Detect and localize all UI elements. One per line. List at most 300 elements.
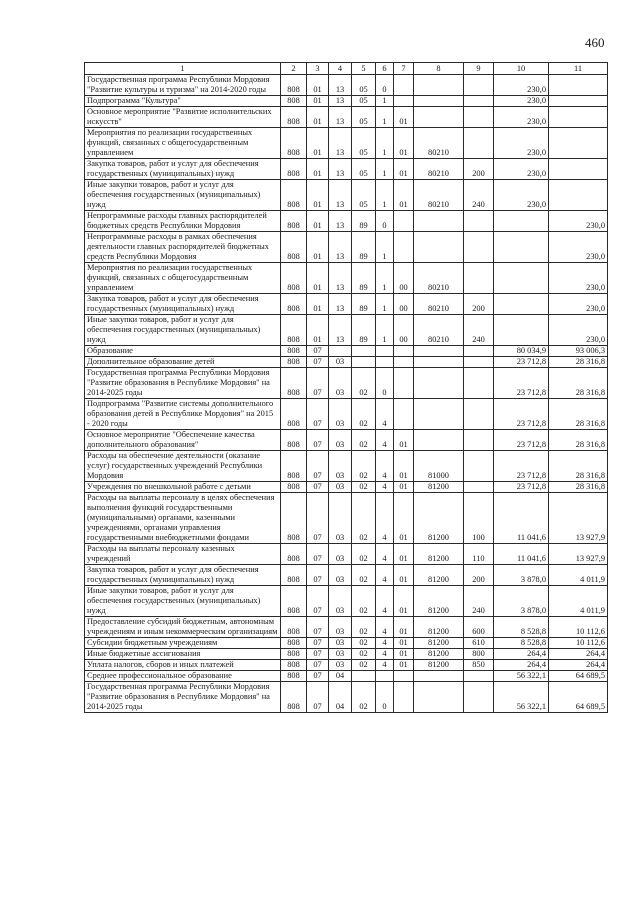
cell-prog: 02 (352, 451, 376, 482)
cell-direction (414, 682, 464, 713)
cell-amount-2020: 28 316,8 (549, 399, 608, 430)
cell-amount-2019: 264,4 (494, 649, 549, 660)
cell-rz: 07 (307, 649, 329, 660)
cell-vr: 800 (464, 649, 494, 660)
cell-pr: 04 (329, 682, 352, 713)
cell-gr: 808 (281, 493, 307, 544)
cell-event: 01 (394, 586, 414, 617)
cell-event (394, 211, 414, 232)
cell-subprog: 1 (376, 263, 394, 294)
cell-name: Основное мероприятие "Развитие исполнительских искусств" (85, 107, 281, 128)
cell-prog: 89 (352, 232, 376, 263)
cell-name: Учреждения по внешкольной работе с детьми (85, 482, 281, 493)
cell-event: 01 (394, 660, 414, 671)
table-row (85, 482, 608, 493)
cell-rz: 01 (307, 180, 329, 211)
cell-event: 01 (394, 565, 414, 586)
cell-event: 01 (394, 159, 414, 180)
cell-pr: 13 (329, 232, 352, 263)
cell-amount-2019: 80 034,9 (494, 346, 549, 357)
cell-pr: 03 (329, 617, 352, 638)
cell-pr: 03 (329, 493, 352, 544)
table-row (85, 232, 608, 263)
cell-name: Государственная программа Республики Мордовия "Развитие образования в Республике Мордовия" на 2014-2025 годы (85, 368, 281, 399)
cell-amount-2020 (549, 128, 608, 159)
cell-rz: 01 (307, 128, 329, 159)
table-row (85, 544, 608, 565)
cell-name: Подпрограмма "Развитие системы дополнительного образования детей в Республике Мордовия" на 2015 - 2020 годы (85, 399, 281, 430)
cell-direction: 81200 (414, 482, 464, 493)
cell-prog: 05 (352, 107, 376, 128)
cell-amount-2019: 3 878,0 (494, 586, 549, 617)
cell-direction: 80210 (414, 128, 464, 159)
table-row (85, 649, 608, 660)
cell-rz: 07 (307, 638, 329, 649)
cell-direction (414, 430, 464, 451)
cell-vr (464, 75, 494, 96)
cell-pr: 03 (329, 649, 352, 660)
cell-subprog: 4 (376, 399, 394, 430)
cell-amount-2019 (494, 294, 549, 315)
cell-direction: 81200 (414, 649, 464, 660)
cell-vr: 200 (464, 159, 494, 180)
cell-pr: 03 (329, 544, 352, 565)
table-header-row (85, 63, 608, 75)
table-row (85, 451, 608, 482)
table-row (85, 638, 608, 649)
cell-gr: 808 (281, 263, 307, 294)
table-row (85, 211, 608, 232)
cell-rz: 01 (307, 294, 329, 315)
cell-prog: 05 (352, 180, 376, 211)
cell-event: 01 (394, 107, 414, 128)
cell-subprog: 1 (376, 107, 394, 128)
column-header-4: 4 (329, 63, 352, 75)
cell-name: Расходы на выплаты персоналу в целях обеспечения выполнения функций государственными (муниципальными) органами, казенными учреждениями, органами управления государственными внебюджетными фондами (85, 493, 281, 544)
cell-amount-2019: 23 712,8 (494, 430, 549, 451)
cell-name: Иные закупки товаров, работ и услуг для обеспечения государственных (муниципальных) нужд (85, 586, 281, 617)
table-row (85, 315, 608, 346)
cell-direction: 81200 (414, 586, 464, 617)
cell-amount-2020: 13 927,9 (549, 544, 608, 565)
cell-prog: 02 (352, 544, 376, 565)
cell-amount-2019: 11 041,6 (494, 544, 549, 565)
column-header-11: 11 (549, 63, 608, 75)
cell-pr: 13 (329, 107, 352, 128)
cell-subprog: 4 (376, 544, 394, 565)
cell-vr: 610 (464, 638, 494, 649)
cell-prog: 02 (352, 399, 376, 430)
page-number: 460 (585, 35, 605, 50)
cell-rz: 07 (307, 368, 329, 399)
cell-vr (464, 671, 494, 682)
cell-pr: 03 (329, 482, 352, 493)
cell-vr (464, 263, 494, 294)
cell-vr: 200 (464, 565, 494, 586)
cell-amount-2020: 28 316,8 (549, 451, 608, 482)
cell-prog: 05 (352, 96, 376, 107)
cell-amount-2020 (549, 107, 608, 128)
table-row (85, 294, 608, 315)
cell-pr: 13 (329, 159, 352, 180)
cell-gr: 808 (281, 368, 307, 399)
table-row (85, 128, 608, 159)
cell-event (394, 368, 414, 399)
cell-name: Мероприятия по реализации государственных функций, связанных с общегосударственным управлением (85, 263, 281, 294)
cell-name: Государственная программа Республики Мордовия "Развитие образования в Республике Мордовия" на 2014-2025 годы (85, 682, 281, 713)
cell-amount-2020: 230,0 (549, 294, 608, 315)
cell-subprog: 0 (376, 368, 394, 399)
cell-rz: 07 (307, 586, 329, 617)
cell-amount-2020: 64 689,5 (549, 682, 608, 713)
table-row (85, 263, 608, 294)
cell-rz: 01 (307, 96, 329, 107)
cell-prog: 89 (352, 263, 376, 294)
cell-prog: 02 (352, 430, 376, 451)
cell-gr: 808 (281, 544, 307, 565)
cell-event: 01 (394, 180, 414, 211)
cell-amount-2019: 23 712,8 (494, 482, 549, 493)
cell-amount-2020: 230,0 (549, 263, 608, 294)
cell-rz: 07 (307, 399, 329, 430)
cell-event (394, 346, 414, 357)
column-header-1: 1 (85, 63, 281, 75)
cell-vr (464, 368, 494, 399)
cell-name: Образование (85, 346, 281, 357)
cell-vr: 240 (464, 315, 494, 346)
table-row (85, 671, 608, 682)
cell-event: 01 (394, 617, 414, 638)
cell-pr: 04 (329, 671, 352, 682)
cell-vr (464, 451, 494, 482)
cell-name: Иные закупки товаров, работ и услуг для обеспечения государственных (муниципальных) нужд (85, 315, 281, 346)
cell-amount-2020: 264,4 (549, 649, 608, 660)
column-header-7: 7 (394, 63, 414, 75)
cell-amount-2020: 28 316,8 (549, 482, 608, 493)
cell-gr: 808 (281, 682, 307, 713)
cell-amount-2019: 264,4 (494, 660, 549, 671)
cell-name: Иные закупки товаров, работ и услуг для обеспечения государственных (муниципальных) нужд (85, 180, 281, 211)
cell-amount-2020: 4 011,9 (549, 565, 608, 586)
cell-name: Непрограммные расходы в рамках обеспечения деятельности главных распорядителей бюджетных средств Республики Мордовия (85, 232, 281, 263)
cell-pr: 13 (329, 180, 352, 211)
cell-direction (414, 357, 464, 368)
cell-subprog: 1 (376, 96, 394, 107)
cell-event (394, 682, 414, 713)
cell-amount-2019 (494, 263, 549, 294)
cell-name: Закупка товаров, работ и услуг для обеспечения государственных (муниципальных) нужд (85, 159, 281, 180)
cell-vr: 850 (464, 660, 494, 671)
cell-rz: 01 (307, 263, 329, 294)
column-header-5: 5 (352, 63, 376, 75)
cell-direction: 81200 (414, 565, 464, 586)
cell-gr: 808 (281, 75, 307, 96)
table-row (85, 75, 608, 96)
cell-pr: 03 (329, 565, 352, 586)
cell-direction (414, 399, 464, 430)
cell-event (394, 232, 414, 263)
cell-amount-2020: 230,0 (549, 315, 608, 346)
cell-pr: 13 (329, 96, 352, 107)
column-header-9: 9 (464, 63, 494, 75)
table-row (85, 493, 608, 544)
cell-subprog: 1 (376, 315, 394, 346)
cell-prog: 02 (352, 649, 376, 660)
cell-name: Закупка товаров, работ и услуг для обеспечения государственных (муниципальных) нужд (85, 294, 281, 315)
cell-rz: 07 (307, 430, 329, 451)
cell-name: Расходы на обеспечение деятельности (оказание услуг) государственных учреждений Республики Мордовия (85, 451, 281, 482)
cell-amount-2020: 264,4 (549, 660, 608, 671)
cell-subprog: 1 (376, 159, 394, 180)
cell-amount-2019: 230,0 (494, 128, 549, 159)
cell-amount-2020 (549, 180, 608, 211)
cell-direction (414, 107, 464, 128)
cell-event: 00 (394, 263, 414, 294)
cell-gr: 808 (281, 128, 307, 159)
cell-vr: 100 (464, 493, 494, 544)
cell-event (394, 399, 414, 430)
cell-name: Предоставление субсидий бюджетным, автономным учреждениям и иным некоммерческим организациям (85, 617, 281, 638)
cell-vr: 240 (464, 586, 494, 617)
table-row (85, 107, 608, 128)
cell-prog: 02 (352, 617, 376, 638)
cell-subprog: 1 (376, 180, 394, 211)
cell-subprog (376, 357, 394, 368)
cell-direction: 80210 (414, 263, 464, 294)
cell-amount-2020: 93 006,3 (549, 346, 608, 357)
cell-vr (464, 482, 494, 493)
cell-amount-2020: 13 927,9 (549, 493, 608, 544)
cell-direction: 80210 (414, 159, 464, 180)
cell-vr (464, 682, 494, 713)
column-header-10: 10 (494, 63, 549, 75)
cell-rz: 01 (307, 232, 329, 263)
cell-gr: 808 (281, 159, 307, 180)
cell-gr: 808 (281, 565, 307, 586)
cell-direction (414, 96, 464, 107)
cell-prog: 89 (352, 294, 376, 315)
column-header-8: 8 (414, 63, 464, 75)
cell-direction: 81200 (414, 544, 464, 565)
cell-prog: 05 (352, 75, 376, 96)
cell-gr: 808 (281, 660, 307, 671)
cell-subprog: 4 (376, 617, 394, 638)
cell-prog: 02 (352, 493, 376, 544)
cell-vr: 110 (464, 544, 494, 565)
table-body (85, 75, 608, 713)
cell-gr: 808 (281, 671, 307, 682)
cell-pr: 03 (329, 660, 352, 671)
cell-prog: 05 (352, 128, 376, 159)
cell-rz: 01 (307, 75, 329, 96)
cell-subprog: 4 (376, 482, 394, 493)
cell-gr: 808 (281, 357, 307, 368)
cell-amount-2020: 28 316,8 (549, 368, 608, 399)
cell-vr (464, 430, 494, 451)
cell-amount-2019 (494, 211, 549, 232)
cell-direction (414, 211, 464, 232)
cell-subprog (376, 346, 394, 357)
cell-direction: 80210 (414, 294, 464, 315)
cell-rz: 07 (307, 565, 329, 586)
cell-vr (464, 211, 494, 232)
cell-event: 01 (394, 493, 414, 544)
cell-rz: 07 (307, 493, 329, 544)
cell-prog: 02 (352, 682, 376, 713)
cell-amount-2019: 23 712,8 (494, 399, 549, 430)
cell-event (394, 75, 414, 96)
column-header-2: 2 (281, 63, 307, 75)
cell-name: Мероприятия по реализации государственных функций, связанных с общегосударственным управлением (85, 128, 281, 159)
cell-vr (464, 346, 494, 357)
cell-event: 01 (394, 128, 414, 159)
cell-rz: 07 (307, 671, 329, 682)
cell-name: Уплата налогов, сборов и иных платежей (85, 660, 281, 671)
cell-rz: 07 (307, 544, 329, 565)
cell-name: Закупка товаров, работ и услуг для обеспечения государственных (муниципальных) нужд (85, 565, 281, 586)
cell-rz: 01 (307, 315, 329, 346)
cell-amount-2019 (494, 315, 549, 346)
cell-name: Субсидии бюджетным учреждениям (85, 638, 281, 649)
cell-prog: 89 (352, 211, 376, 232)
cell-subprog: 4 (376, 649, 394, 660)
table-row (85, 368, 608, 399)
cell-vr (464, 232, 494, 263)
cell-prog: 05 (352, 159, 376, 180)
cell-subprog: 1 (376, 232, 394, 263)
cell-subprog: 0 (376, 682, 394, 713)
table-row (85, 159, 608, 180)
cell-name: Среднее профессиональное образование (85, 671, 281, 682)
cell-pr (329, 346, 352, 357)
cell-direction: 80210 (414, 315, 464, 346)
cell-rz: 07 (307, 482, 329, 493)
cell-direction: 81200 (414, 493, 464, 544)
cell-name: Непрограммные расходы главных распорядителей бюджетных средств Республики Мордовия (85, 211, 281, 232)
column-header-3: 3 (307, 63, 329, 75)
table-row (85, 357, 608, 368)
cell-amount-2020 (549, 96, 608, 107)
cell-amount-2020: 230,0 (549, 232, 608, 263)
cell-amount-2019: 23 712,8 (494, 368, 549, 399)
cell-vr (464, 399, 494, 430)
cell-amount-2019: 56 322,1 (494, 671, 549, 682)
cell-rz: 07 (307, 451, 329, 482)
cell-pr: 03 (329, 368, 352, 399)
cell-rz: 01 (307, 211, 329, 232)
cell-direction (414, 671, 464, 682)
cell-direction: 81200 (414, 638, 464, 649)
table-row (85, 180, 608, 211)
cell-amount-2020: 28 316,8 (549, 357, 608, 368)
cell-amount-2019: 3 878,0 (494, 565, 549, 586)
cell-amount-2020: 64 689,5 (549, 671, 608, 682)
cell-rz: 07 (307, 682, 329, 713)
cell-name: Государственная программа Республики Мордовия "Развитие культуры и туризма" на 2014-2020 годы (85, 75, 281, 96)
cell-prog: 02 (352, 660, 376, 671)
cell-vr (464, 357, 494, 368)
cell-subprog (376, 671, 394, 682)
cell-prog: 02 (352, 482, 376, 493)
table-row (85, 660, 608, 671)
cell-event: 01 (394, 649, 414, 660)
cell-pr: 13 (329, 128, 352, 159)
cell-vr: 600 (464, 617, 494, 638)
cell-amount-2019: 56 322,1 (494, 682, 549, 713)
cell-gr: 808 (281, 96, 307, 107)
table-row (85, 96, 608, 107)
cell-prog (352, 346, 376, 357)
cell-amount-2020 (549, 159, 608, 180)
cell-rz: 01 (307, 159, 329, 180)
cell-direction: 81000 (414, 451, 464, 482)
cell-amount-2019 (494, 232, 549, 263)
cell-prog: 02 (352, 638, 376, 649)
cell-vr (464, 107, 494, 128)
cell-event (394, 96, 414, 107)
budget-table (84, 62, 608, 713)
cell-vr (464, 96, 494, 107)
cell-gr: 808 (281, 107, 307, 128)
cell-gr: 808 (281, 294, 307, 315)
cell-vr: 240 (464, 180, 494, 211)
cell-gr: 808 (281, 232, 307, 263)
cell-subprog: 4 (376, 660, 394, 671)
table-row (85, 682, 608, 713)
cell-subprog: 0 (376, 75, 394, 96)
cell-direction: 81200 (414, 660, 464, 671)
cell-subprog: 1 (376, 128, 394, 159)
cell-pr: 13 (329, 211, 352, 232)
cell-name: Расходы на выплаты персоналу казенных учреждений (85, 544, 281, 565)
cell-event: 01 (394, 638, 414, 649)
cell-pr: 03 (329, 399, 352, 430)
cell-direction: 80210 (414, 180, 464, 211)
cell-pr: 13 (329, 294, 352, 315)
table-row (85, 565, 608, 586)
table-row (85, 586, 608, 617)
cell-pr: 03 (329, 451, 352, 482)
cell-amount-2019: 230,0 (494, 180, 549, 211)
cell-event (394, 357, 414, 368)
cell-amount-2019: 8 528,8 (494, 617, 549, 638)
cell-prog: 89 (352, 315, 376, 346)
cell-amount-2019: 230,0 (494, 107, 549, 128)
cell-pr: 13 (329, 75, 352, 96)
cell-gr: 808 (281, 346, 307, 357)
cell-amount-2020 (549, 75, 608, 96)
cell-gr: 808 (281, 451, 307, 482)
cell-subprog: 1 (376, 294, 394, 315)
cell-pr: 03 (329, 586, 352, 617)
cell-subprog: 4 (376, 638, 394, 649)
cell-prog: 02 (352, 586, 376, 617)
cell-pr: 03 (329, 638, 352, 649)
cell-subprog: 4 (376, 586, 394, 617)
cell-event: 00 (394, 315, 414, 346)
cell-gr: 808 (281, 180, 307, 211)
cell-gr: 808 (281, 430, 307, 451)
cell-gr: 808 (281, 638, 307, 649)
cell-rz: 07 (307, 346, 329, 357)
cell-name: Подпрограмма "Культура" (85, 96, 281, 107)
cell-amount-2020: 10 112,6 (549, 638, 608, 649)
cell-name: Дополнительное образование детей (85, 357, 281, 368)
cell-amount-2019: 230,0 (494, 159, 549, 180)
cell-gr: 808 (281, 315, 307, 346)
table-row (85, 346, 608, 357)
cell-direction: 81200 (414, 617, 464, 638)
